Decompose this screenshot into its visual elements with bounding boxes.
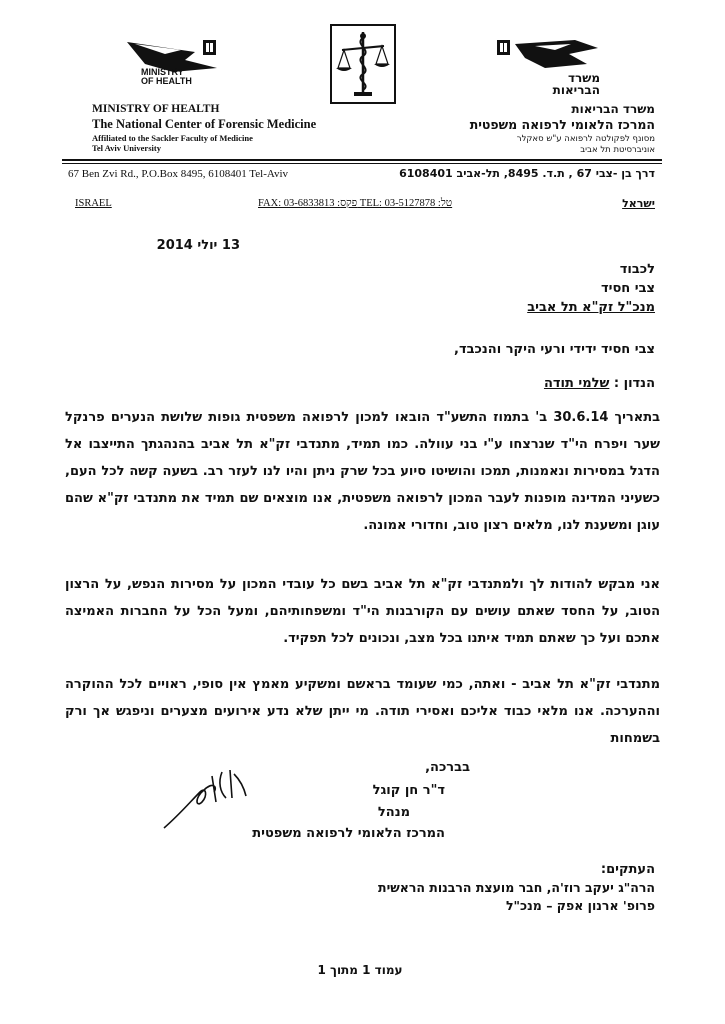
letter-body [65, 404, 660, 539]
right-logo-line1: משרד [567, 71, 600, 85]
signer-title: מנהל [377, 805, 410, 820]
subject-text: שלמי תודה [543, 376, 610, 391]
recipient-title: מנכ"ל זק"א תל אביב [527, 300, 655, 315]
en-address: 67 Ben Zvi Rd., P.O.Box 8495, 6108401 Tel-Aviv [68, 168, 289, 180]
cc-item-1: הרה"ג יעקב רוז'ה, חבר מועצת הרבנות הראשית [378, 880, 655, 895]
body-paragraph-1: בתאריך 30.6.14 ב' בתמוז התשע"ד הובאו למכון לרפואה משפטית גופות שלושת הנערים פרנקל שער ויפרח הי"ד שנרצחו ע"י בני עוולה. כמו תמיד, מתנדבי זק"א תל אביב בהנהגתך התייצבו אל הדגל במסירות ונאמנות, תמכו והושיטו סיוע בכל שרק ניתן והיו לנו לעזר רב. בשעה קשה לכל העם, כשעיני המדינה מופנות לעבר המכון לרפואה משפטית, אנו מוצאים שם תמיד את מתנדבי זק"א שהם עוגן ומשענת לנו, מלאים רצון טוב, וחדורי אמונה. [65, 410, 660, 533]
header-divider-thin [62, 163, 662, 164]
scales-caduceus-icon [332, 26, 394, 102]
recipient-honorific: לכבוד [619, 262, 655, 277]
subject-label: הנדון : [609, 376, 655, 391]
ministry-of-health-logo-right [495, 38, 600, 100]
en-university: Tel Aviv University [92, 143, 161, 153]
letter-date: 13 יולי 2014 [156, 238, 240, 253]
he-affiliation: מסונף לפקולטה לרפואה ע"ש סאקלר [516, 134, 655, 144]
he-address: דרך בן -צבי 67 , ת.ד. 8495, תל-אביב 6108401 [399, 167, 655, 180]
signer-org: המרכז הלאומי לרפואה משפטית [252, 826, 445, 841]
he-ministry-name: משרד הבריאות [571, 102, 655, 116]
salutation: צבי חסיד ידידי ורעי היקר והנכבד, [454, 342, 655, 357]
header-divider [62, 159, 662, 161]
he-country: ישראל [622, 197, 655, 210]
ministry-of-health-logo-left [125, 38, 220, 93]
en-affiliation: Affiliated to the Sackler Faculty of Medicine [92, 133, 253, 143]
subject-line [544, 376, 655, 391]
en-ministry-name: MINISTRY OF HEALTH [92, 103, 220, 115]
left-logo-line1: MINISTRY [141, 67, 184, 77]
en-center-name: The National Center of Forensic Medicine [92, 117, 317, 131]
he-center-name: המרכז הלאומי לרפואה משפטית [469, 117, 655, 132]
en-country: ISRAEL [75, 198, 112, 209]
page-number: עמוד 1 מתוך 1 [317, 963, 403, 977]
letter-body-3 [65, 658, 660, 765]
body-paragraph-3: מתנדבי זק"א תל אביב - ואתה, כמי שעומד בראשם ומשקיע מאמץ אין סופי, ראויים לכל ההוקרה וההערכה. אנו מלאי כבוד אליכם ואסירי תודה. מי ייתן שלא נדע אירועים מצערים וניפגש אך ורק בשמחות [65, 677, 660, 746]
contact-phone-fax: FAX: 03-6833813 :פקס TEL: 03-5127878 :טל [258, 198, 453, 209]
signer-name: ד"ר חן קוגל [372, 783, 445, 798]
closing: בברכה, [425, 760, 470, 775]
left-logo-line2: OF HEALTH [141, 76, 192, 86]
recipient-name: צבי חסיד [600, 281, 655, 296]
cc-item-2: פרופ' ארנון אפק – מנכ"ל [505, 898, 655, 913]
body-paragraph-2: אני מבקש להודות לך ולמתנדבי זק"א תל אביב בשם כל עובדי המכון על מסירות הנפש, על הרצון הטוב, על החסד שאתם עושים עם הקורבנות הי"ד ומשפחותיהם, ומעל הכל על החברות האמיצה אתכם ועל כך שאתם תמיד איתנו בכל מצב, ונכונים לכל תפקיד. [65, 577, 660, 646]
letter-body-2 [65, 558, 660, 665]
right-logo-line2: הבריאות [552, 83, 600, 97]
he-university: אוניברסיטת תל אביב [580, 145, 655, 155]
handwritten-signature [160, 762, 250, 832]
cc-label: העתקים: [600, 862, 655, 877]
forensic-center-emblem [330, 24, 396, 104]
